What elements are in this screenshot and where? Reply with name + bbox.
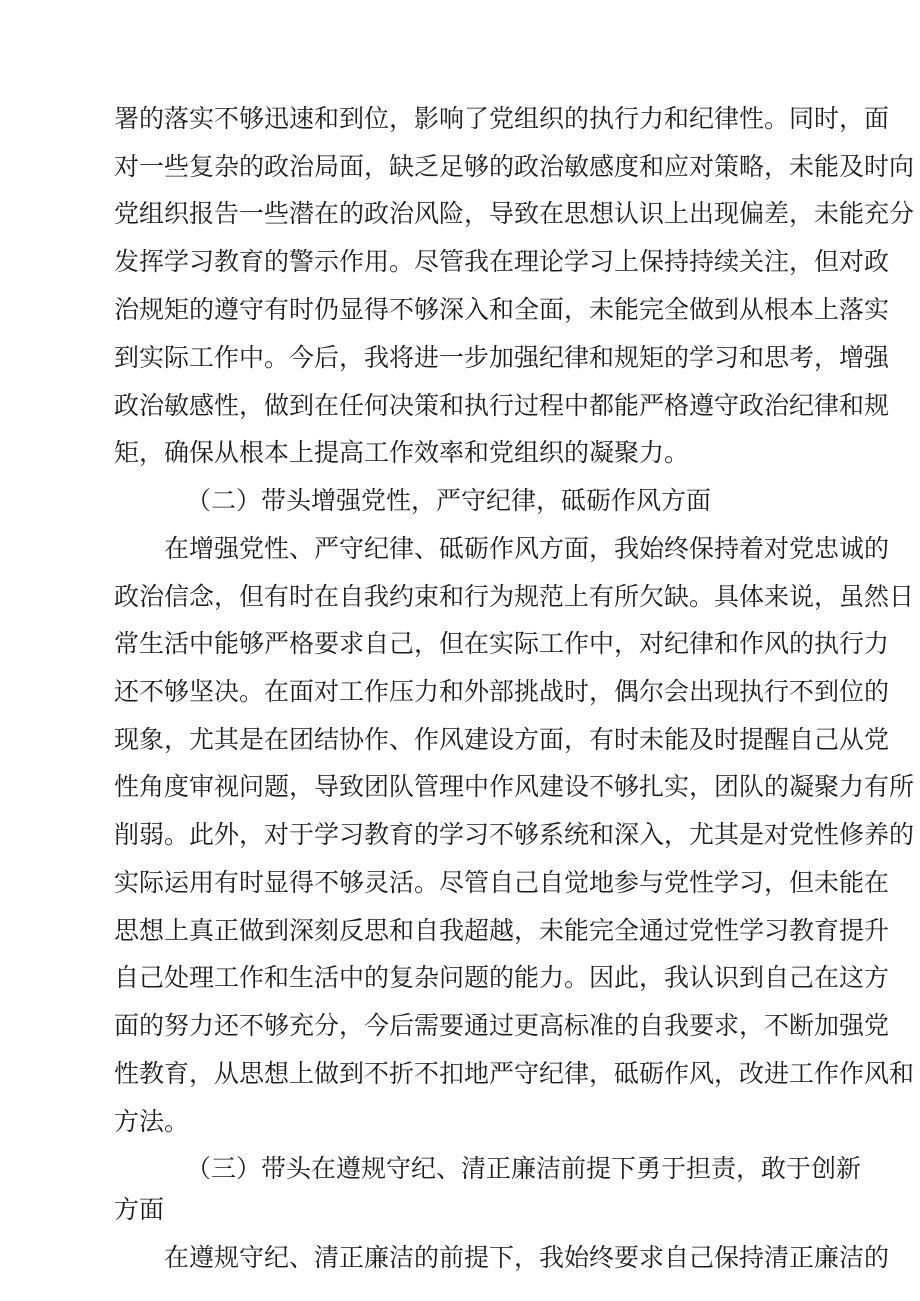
section-heading-continuation: 方面	[114, 1195, 165, 1224]
text-line: 对一些复杂的政治局面，缺乏足够的政治敏感度和应对策略，未能及时向	[114, 152, 915, 181]
text-line: 思想上真正做到深刻反思和自我超越，未能完全通过党性学习教育提升	[114, 916, 890, 945]
text-line: 在遵规守纪、清正廉洁的前提下，我始终要求自己保持清正廉洁的	[164, 1243, 890, 1272]
text-line: 削弱。此外，对于学习教育的学习不够系统和深入，尤其是对党性修养的	[114, 820, 915, 849]
text-line: 党组织报告一些潜在的政治风险，导致在思想认识上出现偏差，未能充分	[114, 199, 915, 228]
text-line: 还不够坚决。在面对工作压力和外部挑战时，偶尔会出现执行不到位的	[114, 677, 890, 706]
text-line: 政治信念，但有时在自我约束和行为规范上有所欠缺。具体来说，虽然日	[114, 582, 915, 611]
text-line: 方法。	[114, 1107, 190, 1136]
text-line: 性角度审视问题，导致团队管理中作风建设不够扎实，团队的凝聚力有所	[114, 772, 915, 801]
text-line: 现象，尤其是在团结协作、作风建设方面，有时未能及时提醒自己从党	[114, 725, 890, 754]
text-line: 实际运用有时显得不够灵活。尽管自己自觉地参与党性学习，但未能在	[114, 868, 890, 897]
section-heading: （二）带头增强党性，严守纪律，砥砺作风方面	[186, 486, 712, 515]
text-line: 政治敏感性，做到在任何决策和执行过程中都能严格遵守政治纪律和规	[114, 391, 890, 420]
text-line: 治规矩的遵守有时仍显得不够深入和全面，未能完全做到从根本上落实	[114, 295, 890, 324]
text-line: 性教育，从思想上做到不折不扣地严守纪律，砥砺作风，改进工作作风和	[114, 1059, 915, 1088]
text-line: 矩，确保从根本上提高工作效率和党组织的凝聚力。	[114, 438, 690, 467]
text-line: 面的努力还不够充分，今后需要通过更高标准的自我要求，不断加强党	[114, 1011, 890, 1040]
text-line: 常生活中能够严格要求自己，但在实际工作中，对纪律和作风的执行力	[114, 629, 890, 658]
text-line: 署的落实不够迅速和到位，影响了党组织的执行力和纪律性。同时，面	[114, 104, 890, 133]
text-line: 到实际工作中。今后，我将进一步加强纪律和规矩的学习和思考，增强	[114, 343, 890, 372]
text-line: 发挥学习教育的警示作用。尽管我在理论学习上保持持续关注，但对政	[114, 247, 890, 276]
text-line: 在增强党性、严守纪律、砥砺作风方面，我始终保持着对党忠诚的	[164, 534, 890, 563]
section-heading: （三）带头在遵规守纪、清正廉洁前提下勇于担责，敢于创新	[186, 1154, 862, 1183]
text-line: 自己处理工作和生活中的复杂问题的能力。因此，我认识到自己在这方	[114, 963, 890, 992]
